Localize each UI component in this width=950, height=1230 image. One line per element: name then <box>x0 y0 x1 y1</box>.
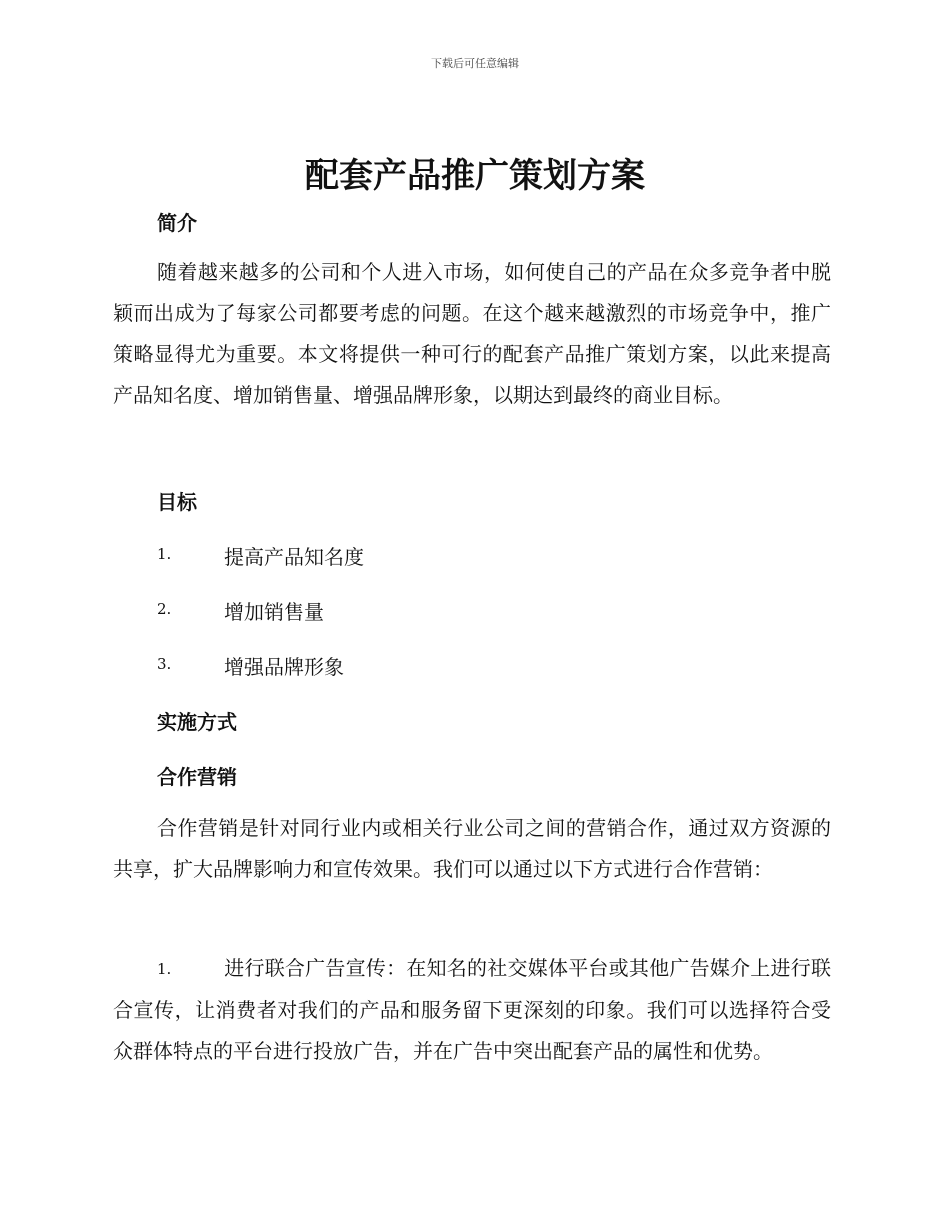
section-heading-intro: 简介 <box>157 211 197 235</box>
list-item-text: 增加销售量 <box>224 600 324 624</box>
coop-paragraph: 合作营销是针对同行业内或相关行业公司之间的营销合作，通过双方资源的共享，扩大品牌影响力和宣传效果。我们可以通过以下方式进行合作营销： <box>113 816 831 881</box>
list-item-text: 增强品牌形象 <box>224 655 344 679</box>
section-heading-implementation: 实施方式 <box>157 710 237 734</box>
list-item-number: 2. <box>157 600 172 618</box>
coop-list-item <box>113 948 831 1072</box>
list-item-text: 进行联合广告宣传：在知名的社交媒体平台或其他广告媒介上进行联合宣传，让消费者对我们的产品和服务留下更深刻的印象。我们可以选择符合受众群体特点的平台进行投放广告，并在广告中突出配套产品的属性和优势。 <box>113 956 831 1063</box>
subsection-heading-coop: 合作营销 <box>157 765 237 789</box>
intro-paragraph: 随着越来越多的公司和个人进入市场，如何使自己的产品在众多竞争者中脱颖而出成为了每家公司都要考虑的问题。在这个越来越激烈的市场竞争中，推广策略显得尤为重要。本文将提供一种可行的配套产品推广策划方案，以此来提高产品知名度、增加销售量、增强品牌形象，以期达到最终的商业目标。 <box>113 260 831 407</box>
section-heading-goals: 目标 <box>157 490 197 514</box>
document-title: 配套产品推广策划方案 <box>305 156 645 196</box>
list-item-text: 提高产品知名度 <box>224 545 364 569</box>
list-item-number: 3. <box>157 655 172 673</box>
list-item-number: 1. <box>157 545 172 563</box>
list-item-number: 1. <box>157 960 172 978</box>
header-note: 下载后可任意编辑 <box>431 57 519 70</box>
